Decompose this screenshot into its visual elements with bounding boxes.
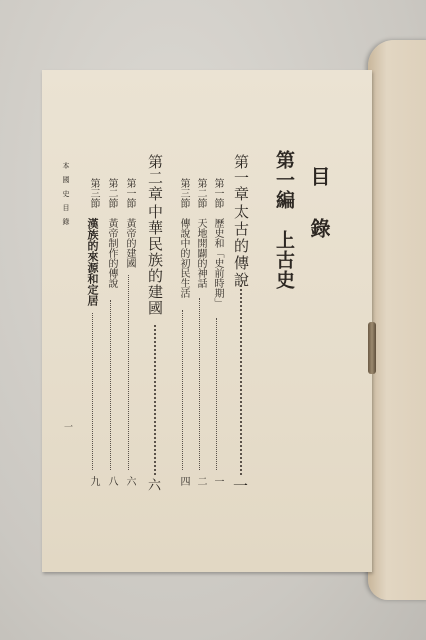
part-title: 第一編 上古史 bbox=[273, 150, 295, 290]
page-number: 一 bbox=[212, 476, 223, 486]
chapter-title: 太古的傳說 bbox=[232, 204, 250, 289]
leader-dots bbox=[128, 275, 129, 470]
section-label: 第一節 bbox=[212, 178, 223, 208]
section-title: 天地開闢的神話 bbox=[195, 218, 206, 288]
toc-heading: 目 錄 bbox=[307, 166, 331, 242]
book-page bbox=[42, 70, 372, 572]
chapter-label: 第二章 bbox=[146, 154, 164, 202]
leader-dots bbox=[182, 310, 183, 470]
section-label: 第三節 bbox=[178, 178, 189, 208]
leader-dots bbox=[110, 300, 111, 470]
binding-staple bbox=[368, 322, 376, 374]
page-number: 八 bbox=[106, 476, 117, 486]
leader-dots bbox=[92, 313, 93, 470]
section-title: 黃帝的建國 bbox=[124, 218, 135, 268]
leader-dots bbox=[199, 298, 200, 470]
chapter-title: 中華民族的建國 bbox=[146, 204, 164, 316]
leader-dots bbox=[240, 285, 242, 475]
section-label: 第三節 bbox=[88, 178, 99, 208]
page-number: 一 bbox=[231, 478, 249, 493]
leader-dots bbox=[216, 318, 217, 470]
section-title: 漢族的來源和定居 bbox=[86, 218, 99, 306]
folio-number: 一 bbox=[62, 422, 72, 431]
chapter-label: 第一章 bbox=[232, 154, 250, 202]
running-book-title: 本國史目錄 bbox=[62, 162, 70, 232]
section-label: 第二節 bbox=[106, 178, 117, 208]
facing-page-edge bbox=[368, 40, 426, 600]
page-number: 九 bbox=[88, 476, 99, 486]
section-label: 第一節 bbox=[124, 178, 135, 208]
section-title: 傳說中的初民生活 bbox=[178, 218, 189, 298]
leader-dots bbox=[154, 325, 156, 475]
section-title: 黃帝制作的傳說 bbox=[106, 218, 117, 288]
page-number: 四 bbox=[178, 476, 189, 486]
page-number: 六 bbox=[124, 476, 135, 486]
section-title: 歷史和「史前時期」 bbox=[212, 218, 223, 308]
page-number: 二 bbox=[195, 476, 206, 486]
section-label: 第二節 bbox=[195, 178, 206, 208]
page-number: 六 bbox=[145, 478, 160, 491]
